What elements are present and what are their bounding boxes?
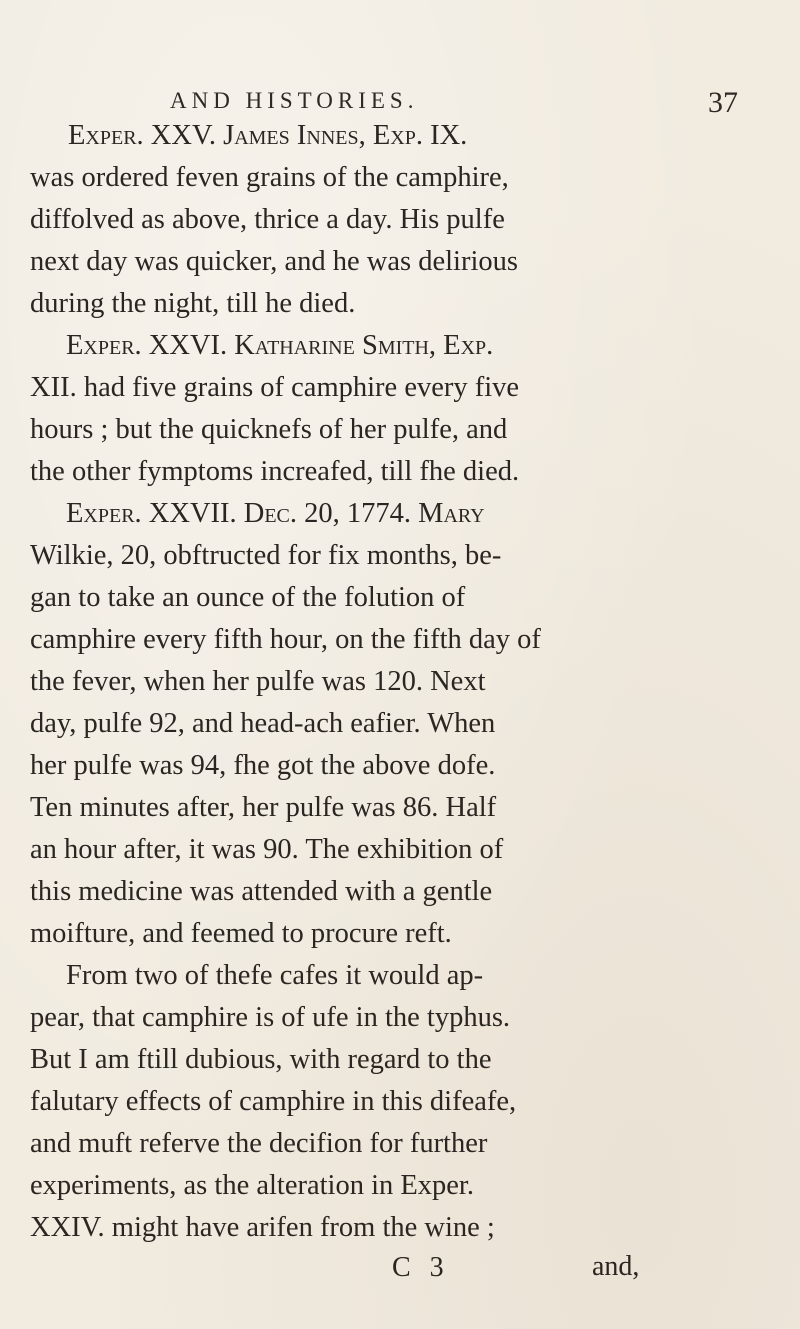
text-line: From two of thefe cafes it would ap- bbox=[66, 960, 484, 991]
text-line: Ten minutes after, her pulfe was 86. Half bbox=[30, 792, 497, 823]
text-line: an hour after, it was 90. The exhibition of bbox=[30, 834, 504, 865]
text-line: the other fymptoms increafed, till fhe died. bbox=[30, 456, 520, 487]
text-line: Exper. XXVI. Katharine Smith, Exp. bbox=[66, 330, 494, 361]
text-line: But I am ftill dubious, with regard to the bbox=[30, 1044, 492, 1075]
text-line: next day was quicker, and he was delirious bbox=[30, 246, 518, 277]
text-line: this medicine was attended with a gentle bbox=[30, 876, 493, 907]
text-line: hours ; but the quicknefs of her pulfe, and bbox=[30, 414, 508, 445]
text-line: XII. had five grains of camphire every five bbox=[30, 372, 520, 403]
text-line: moifture, and feemed to procure reft. bbox=[30, 918, 452, 949]
text-line: and muft referve the decifion for further bbox=[30, 1128, 488, 1159]
running-title: AND HISTORIES. bbox=[170, 88, 419, 113]
text-line: XXIV. might have arifen from the wine ; bbox=[30, 1212, 495, 1243]
text-line: pear, that camphire is of ufe in the typhus. bbox=[30, 1002, 511, 1033]
text-line: diffolved as above, thrice a day. His pulfe bbox=[30, 204, 505, 235]
text-line: camphire every fifth hour, on the fifth day of bbox=[30, 624, 541, 655]
text-line: falutary effects of camphire in this difeafe, bbox=[30, 1086, 517, 1117]
text-line: Wilkie, 20, obftructed for fix months, be- bbox=[30, 540, 502, 571]
text-line: experiments, as the alteration in Exper. bbox=[30, 1170, 474, 1201]
signature-mark: C 3 bbox=[392, 1252, 450, 1283]
text-line: Exper. XXV. James Innes, Exp. IX. bbox=[68, 120, 468, 151]
text-line: gan to take an ounce of the folution of bbox=[30, 582, 466, 613]
text-line: during the night, till he died. bbox=[30, 288, 356, 319]
text-line: was ordered feven grains of the camphire, bbox=[30, 162, 509, 193]
text-line: her pulfe was 94, fhe got the above dofe. bbox=[30, 750, 496, 781]
text-line: Exper. XXVII. Dec. 20, 1774. Mary bbox=[66, 498, 485, 529]
catchword: and, bbox=[592, 1251, 640, 1282]
text-line: day, pulfe 92, and head-ach eafier. When bbox=[30, 708, 496, 739]
page-number: 37 bbox=[708, 86, 738, 119]
text-line: the fever, when her pulfe was 120. Next bbox=[30, 666, 486, 697]
